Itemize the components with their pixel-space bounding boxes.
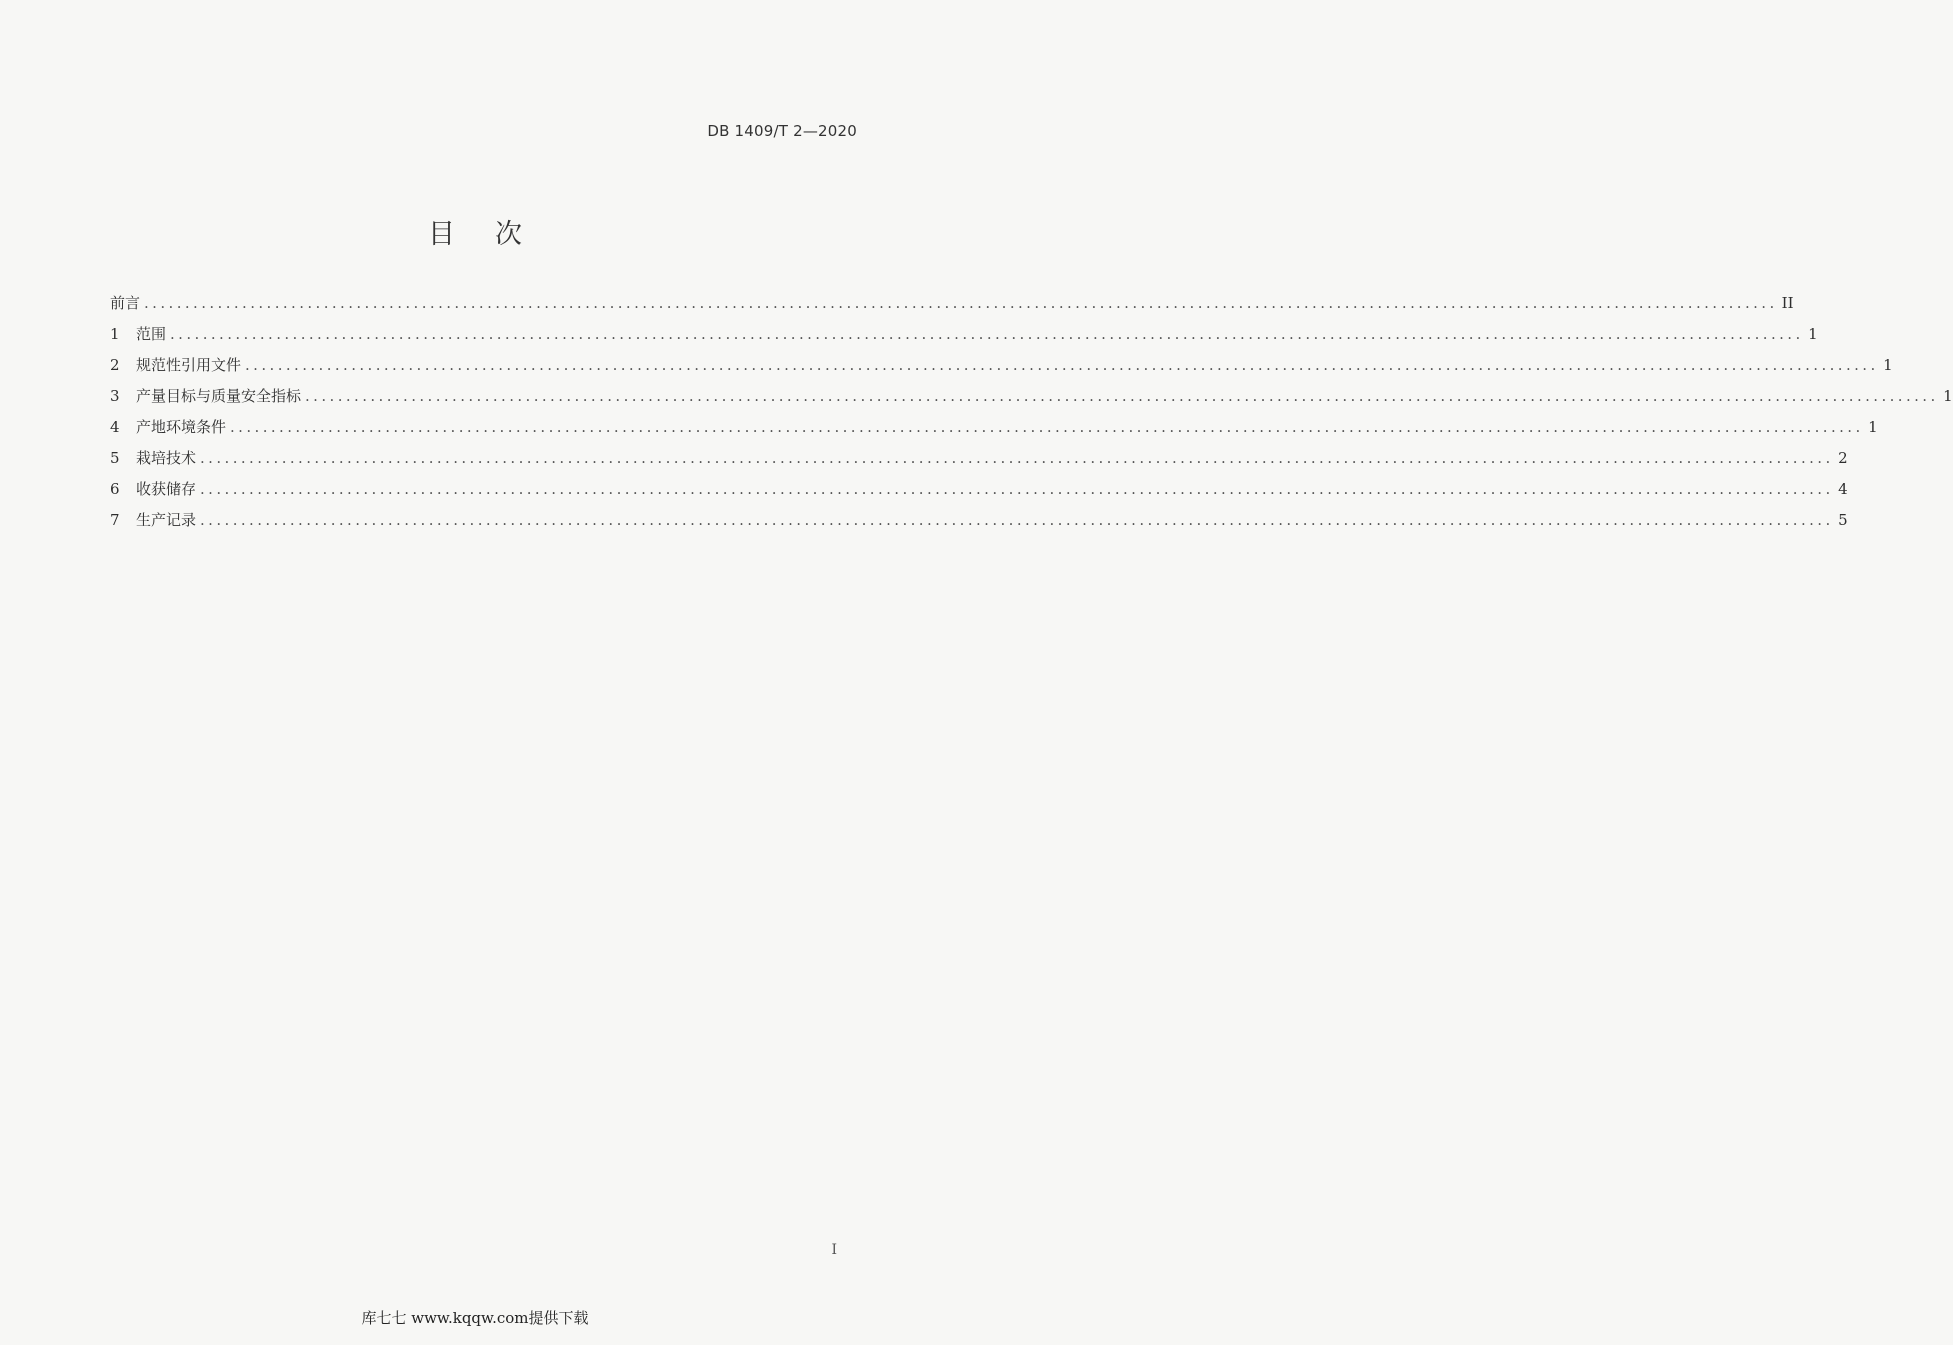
- download-footer: 库七七 www.kqqw.com提供下载: [361, 1309, 589, 1327]
- toc-title-char-2: 次: [495, 219, 522, 250]
- toc-entry-page: II: [1781, 294, 1794, 312]
- toc-leader-dots: ........................................................................................................................................................................................................: [245, 356, 1879, 374]
- toc-entry-page: 5: [1838, 511, 1848, 529]
- toc-entry-number: 6: [110, 480, 120, 498]
- toc-entry-harvest-storage[interactable]: [110, 478, 1848, 509]
- toc-entry-label: 前言: [110, 294, 141, 312]
- toc-entry-page: 1: [1808, 325, 1818, 343]
- toc-leader-dots: ........................................................................................................................................................................................................: [200, 480, 1834, 498]
- toc-entry-yield-targets[interactable]: [110, 385, 1953, 416]
- toc-entry-page: 1: [1943, 387, 1953, 405]
- toc-leader-dots: ........................................................................................................................................................................................................: [305, 387, 1939, 405]
- toc-entry-page: 4: [1838, 480, 1848, 498]
- toc-entry-label: 收获储存: [136, 480, 197, 498]
- toc-title-char-1: 目: [428, 219, 455, 250]
- toc-entry-environment-conditions[interactable]: [110, 416, 1878, 447]
- page-number: I: [831, 1242, 837, 1258]
- toc-entry-foreword[interactable]: [110, 292, 1794, 323]
- table-of-contents: [110, 292, 1953, 540]
- toc-entry-number: 1: [110, 325, 120, 343]
- toc-entry-label: 范围: [136, 325, 167, 343]
- toc-entry-number: 4: [110, 418, 120, 436]
- toc-leader-dots: ........................................................................................................................................................................................................: [200, 511, 1834, 529]
- toc-entry-page: 1: [1883, 356, 1893, 374]
- toc-leader-dots: ........................................................................................................................................................................................................: [170, 325, 1804, 343]
- toc-leader-dots: ........................................................................................................................................................................................................: [230, 418, 1864, 436]
- toc-leader-dots: ........................................................................................................................................................................................................: [144, 294, 1778, 312]
- toc-entry-number: 5: [110, 449, 120, 467]
- toc-entry-number: 2: [110, 356, 120, 374]
- toc-entry-label: 规范性引用文件: [136, 356, 242, 374]
- toc-entry-label: 生产记录: [136, 511, 197, 529]
- toc-entry-production-records[interactable]: [110, 509, 1848, 540]
- toc-entry-label: 产量目标与质量安全指标: [136, 387, 302, 405]
- toc-entry-normative-references[interactable]: [110, 354, 1893, 385]
- toc-entry-label: 栽培技术: [136, 449, 197, 467]
- toc-entry-cultivation-techniques[interactable]: [110, 447, 1848, 478]
- document-code: DB 1409/T 2—2020: [707, 122, 857, 140]
- toc-entry-page: 2: [1838, 449, 1848, 467]
- toc-entry-label: 产地环境条件: [136, 418, 227, 436]
- toc-entry-number: 3: [110, 387, 120, 405]
- toc-entry-page: 1: [1868, 418, 1878, 436]
- toc-entry-number: 7: [110, 511, 120, 529]
- toc-entry-scope[interactable]: [110, 323, 1818, 354]
- toc-title: [0, 212, 950, 251]
- toc-leader-dots: ........................................................................................................................................................................................................: [200, 449, 1834, 467]
